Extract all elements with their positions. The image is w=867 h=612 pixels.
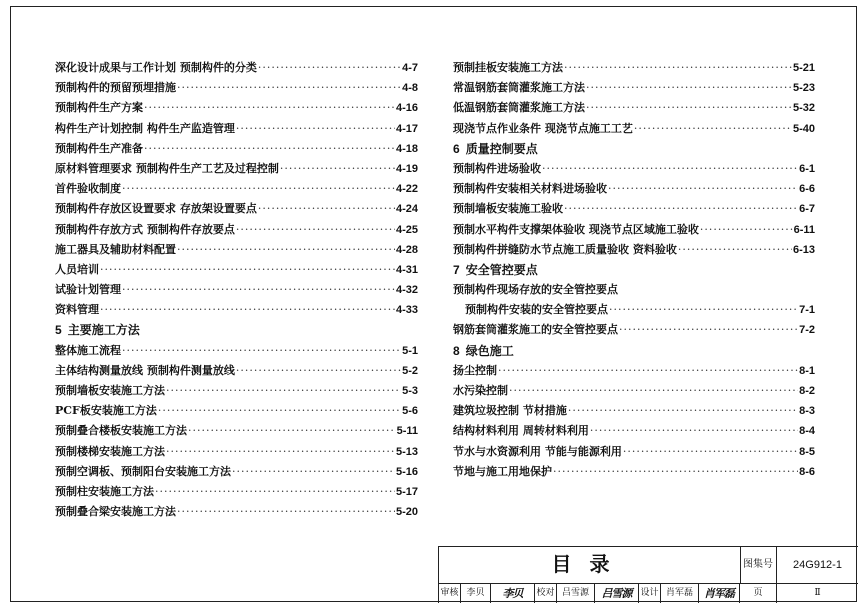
dot-leader bbox=[166, 442, 395, 462]
toc-entry bbox=[55, 260, 418, 280]
toc-section-heading bbox=[453, 341, 815, 361]
toc-entry bbox=[453, 320, 815, 340]
toc-entry-page: 4-28 bbox=[395, 243, 418, 256]
toc-entry-page: 4-25 bbox=[395, 223, 418, 236]
toc-entry-page: 6-1 bbox=[799, 162, 815, 175]
toc-entry-title: 整体施工流程 bbox=[55, 343, 121, 357]
toc-entry bbox=[453, 401, 815, 421]
toc-entry bbox=[55, 421, 418, 441]
toc-entry bbox=[55, 159, 418, 179]
toc-entry bbox=[55, 78, 418, 98]
review-role: 审核 bbox=[439, 584, 461, 603]
toc-entry-title: 预制构件拼缝防水节点施工质量验收 资料验收 bbox=[453, 242, 677, 256]
toc-entry bbox=[55, 462, 418, 482]
toc-entry-page: 5-3 bbox=[402, 385, 418, 397]
toc-entry bbox=[55, 220, 418, 240]
toc-entry-title: 预制构件现场存放的安全管控要点 bbox=[453, 283, 618, 297]
toc-entry bbox=[55, 58, 418, 78]
toc-entry bbox=[453, 78, 815, 98]
toc-section-heading bbox=[453, 260, 815, 280]
toc-entry-title: 钢筋套筒灌浆施工的安全管控要点 bbox=[453, 323, 618, 337]
proof-role: 校对 bbox=[535, 584, 557, 603]
toc-entry bbox=[55, 199, 418, 219]
toc-entry-page: 8-1 bbox=[799, 364, 815, 377]
toc-entry-page: 4-18 bbox=[395, 142, 418, 155]
dot-leader bbox=[564, 58, 792, 78]
dot-leader bbox=[586, 98, 792, 118]
toc-entry-page: 6-11 bbox=[793, 223, 815, 236]
toc-entry bbox=[453, 300, 815, 320]
section-number: 7 bbox=[453, 262, 460, 277]
toc-entry-title: 预制构件生产准备 bbox=[55, 141, 143, 155]
toc-entry bbox=[453, 442, 815, 462]
dot-leader bbox=[122, 341, 401, 361]
toc-entry-title: 主体结构测量放线 预制构件测量放线 bbox=[55, 363, 235, 377]
toc-entry-page: 6-7 bbox=[799, 203, 815, 216]
atlas-number: 24G912-1 bbox=[777, 547, 858, 584]
toc-entry-page: 5-23 bbox=[792, 82, 815, 95]
toc-entry bbox=[55, 381, 418, 401]
toc-left-column bbox=[55, 58, 418, 522]
section-number: 5 bbox=[55, 323, 62, 338]
review-name: 李贝 bbox=[461, 584, 491, 603]
toc-entry-page: 5-6 bbox=[402, 405, 418, 418]
toc-entry-title: 节地与施工用地保护 bbox=[453, 464, 552, 478]
dot-leader bbox=[236, 361, 401, 381]
toc-entry-page: 4-22 bbox=[395, 183, 418, 196]
toc-entry-title: 预制墙板安装施工验收 bbox=[453, 202, 563, 216]
toc-entry-title: 结构材料利用 周转材料利用 bbox=[453, 424, 589, 438]
toc-entry bbox=[453, 220, 815, 240]
toc-entry-title: 预制叠合梁安装施工方法 bbox=[55, 505, 176, 519]
toc-entry-page: 4-24 bbox=[395, 203, 418, 216]
toc-entry bbox=[55, 502, 418, 522]
toc-entry bbox=[453, 462, 815, 482]
toc-entry bbox=[55, 139, 418, 159]
toc-entry-page: 7-1 bbox=[799, 304, 815, 317]
toc-entry bbox=[453, 119, 815, 139]
dot-leader bbox=[236, 119, 395, 139]
toc-entry-title: 深化设计成果与工作计划 预制构件的分类 bbox=[55, 61, 257, 74]
dot-leader bbox=[100, 300, 395, 320]
dot-leader bbox=[166, 381, 401, 401]
toc-entry-page: 4-17 bbox=[395, 122, 418, 135]
toc-entry bbox=[453, 98, 815, 118]
toc-entry bbox=[453, 58, 815, 78]
toc-entry-title: 预制楼梯安装施工方法 bbox=[55, 444, 165, 458]
toc-entry bbox=[55, 442, 418, 462]
toc-entry bbox=[453, 159, 815, 179]
dot-leader bbox=[177, 502, 395, 522]
dot-leader bbox=[188, 421, 396, 441]
toc-entry-page: 5-2 bbox=[402, 364, 418, 377]
toc-entry-page: 5-32 bbox=[792, 102, 815, 115]
toc-entry-page: 4-16 bbox=[395, 102, 418, 115]
section-number: 8 bbox=[453, 343, 460, 358]
toc-entry-title: 预制柱安装施工方法 bbox=[55, 484, 154, 498]
toc-entry-page: 5-17 bbox=[395, 485, 418, 498]
toc-entry bbox=[453, 199, 815, 219]
dot-leader bbox=[177, 240, 395, 260]
title-block-title: 目录 bbox=[439, 547, 741, 584]
toc-entry bbox=[55, 401, 418, 421]
toc-entry-title: 构件生产计划控制 构件生产监造管理 bbox=[55, 121, 235, 135]
toc-entry-title: 预制水平构件支撑架体验收 现浇节点区域施工验收 bbox=[453, 222, 699, 236]
dot-leader bbox=[609, 300, 798, 320]
toc-entry bbox=[55, 179, 418, 199]
design-role: 设计 bbox=[639, 584, 661, 603]
toc-entry-page: 8-2 bbox=[799, 385, 815, 397]
toc-entry-title: 节水与水资源利用 节能与能源利用 bbox=[453, 444, 622, 458]
dot-leader bbox=[232, 462, 395, 482]
toc-entry-page: 4-7 bbox=[402, 62, 418, 74]
section-title: 主要施工方法 bbox=[67, 323, 140, 338]
toc-entry-title: 建筑垃圾控制 节材措施 bbox=[453, 404, 567, 418]
toc-entry-title: 预制挂板安装施工方法 bbox=[453, 61, 563, 74]
dot-leader bbox=[623, 442, 798, 462]
design-signature: 肖军磊 bbox=[699, 584, 740, 603]
toc-entry-title: 预制叠合楼板安装施工方法 bbox=[55, 424, 187, 438]
toc-entry-page: 4-8 bbox=[402, 82, 418, 95]
toc-entry-title: 首件验收制度 bbox=[55, 182, 121, 196]
proof-name: 吕雪源 bbox=[557, 584, 595, 603]
dot-leader bbox=[608, 179, 798, 199]
toc-entry-title: 资料管理 bbox=[55, 303, 99, 317]
toc-entry-title: 预制空调板、预制阳台安装施工方法 bbox=[55, 464, 231, 478]
toc-entry bbox=[453, 240, 815, 260]
toc-entry-page: 4-31 bbox=[395, 263, 418, 276]
toc-entry-title: 水污染控制 bbox=[453, 384, 508, 397]
toc-section-heading bbox=[55, 320, 418, 340]
toc-entry-title: 预制墙板安装施工方法 bbox=[55, 384, 165, 397]
toc-entry-title: 试验计划管理 bbox=[55, 283, 121, 297]
toc-entry-page: 5-13 bbox=[395, 445, 418, 458]
dot-leader bbox=[177, 78, 401, 98]
dot-leader bbox=[155, 482, 395, 502]
toc-entry bbox=[55, 361, 418, 381]
dot-leader bbox=[586, 78, 792, 98]
signature-row bbox=[439, 584, 858, 603]
toc-entry-page: 8-6 bbox=[799, 465, 815, 478]
dot-leader bbox=[553, 462, 798, 482]
toc-entry-page: 5-40 bbox=[792, 122, 815, 135]
toc-entry bbox=[453, 179, 815, 199]
dot-leader bbox=[122, 280, 395, 300]
toc-entry-page: 4-19 bbox=[395, 162, 418, 175]
toc-entry-title: 预制构件生产方案 bbox=[55, 101, 143, 115]
page-value: Ⅱ bbox=[814, 588, 821, 598]
toc-entry-title: 施工器具及辅助材料配置 bbox=[55, 242, 176, 256]
toc-entry-title: PCF板安装施工方法 bbox=[55, 404, 157, 418]
toc-entry bbox=[55, 341, 418, 361]
toc-entry bbox=[55, 280, 418, 300]
toc-entry-page: 7-2 bbox=[799, 324, 815, 337]
toc-entry bbox=[55, 300, 418, 320]
dot-leader bbox=[100, 260, 395, 280]
toc-entry-title: 预制构件安装相关材料进场验收 bbox=[453, 182, 607, 196]
toc-entry bbox=[453, 381, 815, 401]
toc-entry-title: 预制构件存放方式 预制构件存放要点 bbox=[55, 222, 235, 236]
toc-entry-page: 5-16 bbox=[395, 465, 418, 478]
dot-leader bbox=[700, 220, 793, 240]
toc-entry-page: 5-20 bbox=[395, 506, 418, 519]
dot-leader bbox=[619, 320, 798, 340]
dot-leader bbox=[122, 179, 395, 199]
toc-entry bbox=[55, 119, 418, 139]
section-number: 6 bbox=[453, 141, 460, 156]
design-name: 肖军磊 bbox=[661, 584, 699, 603]
dot-leader bbox=[590, 421, 798, 441]
toc-entry-page: 5-21 bbox=[792, 62, 815, 74]
dot-leader bbox=[678, 240, 792, 260]
toc-entry-page: 5-11 bbox=[396, 425, 418, 438]
toc-entry-title: 预制构件安装的安全管控要点 bbox=[465, 303, 608, 317]
toc-entry-title: 预制构件进场验收 bbox=[453, 161, 541, 175]
dot-leader bbox=[509, 381, 798, 401]
review-signature: 李贝 bbox=[491, 584, 535, 603]
toc-entry bbox=[453, 280, 815, 300]
toc-entry-title: 预制构件存放区设置要求 存放架设置要点 bbox=[55, 202, 257, 216]
section-title: 安全管控要点 bbox=[465, 262, 538, 277]
toc-entry-page: 4-32 bbox=[395, 284, 418, 297]
section-title: 绿色施工 bbox=[465, 343, 514, 358]
dot-leader bbox=[144, 98, 395, 118]
dot-leader bbox=[258, 58, 401, 78]
toc-entry-title: 扬尘控制 bbox=[453, 363, 497, 377]
dot-leader bbox=[236, 220, 395, 240]
dot-leader bbox=[144, 139, 395, 159]
toc-entry-page: 4-33 bbox=[395, 304, 418, 317]
dot-leader bbox=[634, 119, 792, 139]
toc-entry-title: 现浇节点作业条件 现浇节点施工工艺 bbox=[453, 121, 633, 135]
dot-leader bbox=[280, 159, 395, 179]
title-block bbox=[438, 546, 858, 603]
toc-entry-page: 8-4 bbox=[799, 425, 815, 438]
toc-entry bbox=[55, 482, 418, 502]
dot-leader bbox=[258, 199, 395, 219]
toc-entry bbox=[55, 240, 418, 260]
toc-entry-page: 8-3 bbox=[799, 405, 815, 418]
dot-leader bbox=[542, 159, 798, 179]
toc-entry bbox=[453, 361, 815, 381]
toc-entry-title: 人员培训 bbox=[55, 262, 99, 276]
toc-entry-page: 6-6 bbox=[799, 183, 815, 196]
toc-entry-page: 6-13 bbox=[792, 243, 815, 256]
dot-leader bbox=[564, 199, 798, 219]
toc-entry bbox=[453, 421, 815, 441]
toc-entry-page: 8-5 bbox=[799, 445, 815, 458]
dot-leader bbox=[158, 401, 401, 421]
page-label: 页 bbox=[740, 584, 777, 603]
dot-leader bbox=[498, 361, 798, 381]
section-title: 质量控制要点 bbox=[465, 141, 538, 156]
proof-signature: 吕雪源 bbox=[595, 584, 639, 603]
toc-entry-page: 5-1 bbox=[402, 344, 418, 357]
atlas-number-label: 图集号 bbox=[740, 547, 777, 584]
toc-entry-title: 原材料管理要求 预制构件生产工艺及过程控制 bbox=[55, 161, 279, 175]
toc-section-heading bbox=[453, 139, 815, 159]
toc-right-column bbox=[453, 58, 815, 482]
dot-leader bbox=[568, 401, 798, 421]
toc-entry-title: 预制构件的预留预埋措施 bbox=[55, 81, 176, 95]
toc-entry bbox=[55, 98, 418, 118]
toc-entry-title: 常温钢筋套筒灌浆施工方法 bbox=[453, 81, 585, 95]
toc-entry-title: 低温钢筋套筒灌浆施工方法 bbox=[453, 101, 585, 115]
